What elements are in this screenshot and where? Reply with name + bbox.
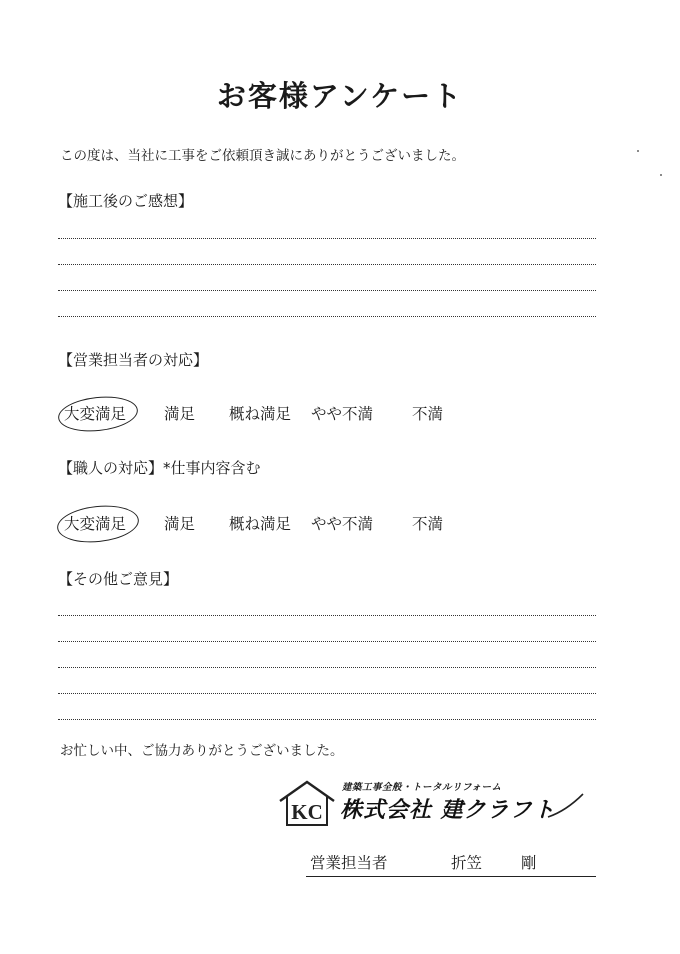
closing-text: お忙しい中、ご協力ありがとうございました。: [60, 743, 344, 759]
craftsmen-option-very-satisfied[interactable]: 大変満足: [64, 515, 127, 533]
scan-speck: [660, 174, 662, 176]
other-line-3: [58, 667, 596, 668]
sales-option-dissatisfied[interactable]: 不満: [412, 405, 444, 423]
impressions-line-1: [58, 238, 596, 239]
scan-speck: [637, 150, 639, 152]
other-line-5: [58, 719, 596, 720]
logo-tagline: 建築工事全般・トータルリフォーム: [342, 782, 502, 793]
intro-text: この度は、当社に工事をご依頼頂き誠にありがとうございました。: [60, 148, 465, 164]
impressions-heading: 【施工後のご感想】: [58, 192, 194, 210]
house-logo-icon: [276, 779, 338, 829]
signature-given-name: 剛: [521, 854, 537, 872]
impressions-line-3: [58, 290, 596, 291]
sales-option-somewhat-dissatisfied[interactable]: やや不満: [311, 405, 374, 423]
logo-mark-text: KC: [291, 800, 323, 824]
craftsmen-option-dissatisfied[interactable]: 不満: [412, 515, 444, 533]
impressions-line-2: [58, 264, 596, 265]
signature-underline: [306, 876, 596, 877]
sales-heading: 【営業担当者の対応】: [58, 351, 209, 369]
craftsmen-option-satisfied[interactable]: 満足: [164, 515, 196, 533]
signature-label: 営業担当者: [310, 854, 388, 872]
signature-surname: 折笠: [451, 854, 483, 872]
other-line-4: [58, 693, 596, 694]
logo-swoosh-icon: [546, 791, 586, 821]
sales-option-very-satisfied[interactable]: 大変満足: [64, 405, 127, 423]
impressions-line-4: [58, 316, 596, 317]
sales-option-satisfied[interactable]: 満足: [164, 405, 196, 423]
sales-option-mostly-satisfied[interactable]: 概ね満足: [229, 405, 292, 423]
craftsmen-selection-circle: [55, 502, 140, 546]
logo-company-name: 株式会社 建クラフト: [340, 798, 556, 823]
sales-selection-circle: [56, 393, 139, 435]
other-line-1: [58, 615, 596, 616]
other-line-2: [58, 641, 596, 642]
craftsmen-option-somewhat-dissatisfied[interactable]: やや不満: [311, 515, 374, 533]
other-heading: 【その他ご意見】: [58, 570, 179, 588]
craftsmen-heading: 【職人の対応】*仕事内容含む: [58, 459, 261, 477]
craftsmen-option-mostly-satisfied[interactable]: 概ね満足: [229, 515, 292, 533]
company-logo: [276, 777, 586, 833]
page-title: お客様アンケート: [216, 79, 464, 113]
